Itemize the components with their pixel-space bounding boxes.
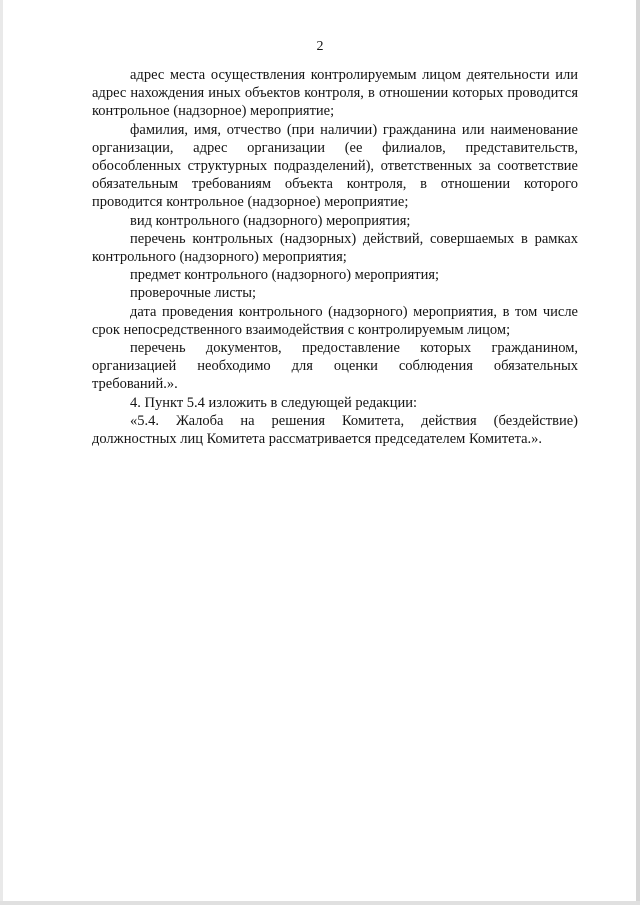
paragraph-checklists: проверочные листы; bbox=[130, 285, 256, 302]
paragraph-date: дата проведения контрольного (надзорного) мероприятия, в том числе срок непосредственного взаимодействия с контролируемым лицом; bbox=[92, 303, 578, 338]
document-body bbox=[92, 66, 578, 448]
paragraph-event-type: вид контрольного (надзорного) мероприятия; bbox=[130, 212, 411, 229]
page-number: 2 bbox=[316, 39, 324, 54]
paragraph-actions-list: перечень контрольных (надзорных) действий, совершаемых в рамках контрольного (надзорного) мероприятия; bbox=[92, 230, 578, 266]
scan-edge-bottom bbox=[0, 901, 640, 905]
paragraph-address: адрес места осуществления контролируемым лицом деятельности или адрес нахождения иных объектов контроля, в отношении которых проводится контрольное (надзорное) мероприятие; bbox=[92, 67, 578, 120]
paragraph-documents: перечень документов, предоставление которых гражданином, организацией необходимо для оценки соблюдения обязательных требований.». bbox=[92, 340, 578, 393]
paragraph-subject: предмет контрольного (надзорного) мероприятия; bbox=[130, 267, 440, 284]
paragraph-item-4: 4. Пункт 5.4 изложить в следующей редакции: bbox=[130, 394, 418, 411]
paragraph-item-5-4: «5.4. Жалоба на решения Комитета, действия (бездействие) должностных лиц Комитета рассматривается председателем Комитета.». bbox=[92, 412, 578, 448]
scan-edge-left bbox=[0, 0, 3, 905]
scan-edge-right bbox=[636, 0, 640, 905]
paragraph-full-name: фамилия, имя, отчество (при наличии) гражданина или наименование организации, адрес организации (ее филиалов, представительств, обособленных структурных подразделений), ответственных за соответствие обязательным требованиям объекта контроля, в отношении которого проводится контрольное (надзорное) мероприятие; bbox=[92, 121, 578, 211]
